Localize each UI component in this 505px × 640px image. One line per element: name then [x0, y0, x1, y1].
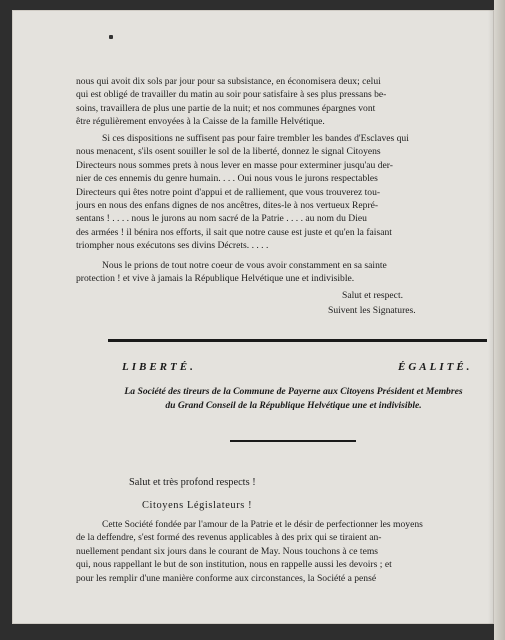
text-line: pour les remplir d'une manière conforme aux circonstances, la Société a pensé — [76, 572, 377, 584]
text-line: Cette Société fondée par l'amour de la Patrie et le désir de perfectionner les moyens — [102, 519, 423, 530]
heading-liberte: LIBERTÉ. — [122, 361, 196, 373]
text-line: triompher nous exécutons ses divins Décrets. . . . . — [76, 240, 269, 252]
text-line: soins, travaillera de plus une partie de la nuit; et nos communes épargnes vont — [76, 102, 376, 114]
ink-mark — [109, 35, 113, 39]
paragraph-1 — [76, 75, 488, 129]
short-divider — [230, 440, 356, 442]
paragraph-2 — [76, 132, 488, 253]
section-divider — [108, 339, 487, 342]
text-line: nous menacent, s'ils osent souiller le sol de la liberté, donnez le signal Citoyens — [76, 146, 381, 158]
closing-salut: Salut et respect. — [342, 290, 404, 301]
text-line: Directeurs nous sommes prets à nous lever en masse pour exterminer jusqu'au der- — [76, 159, 393, 171]
greeting: Salut et très profond respects ! — [129, 477, 256, 488]
text-line: Directeurs qui êtes notre point d'appui et de ralliement, que vous trouverez tou- — [76, 186, 381, 198]
heading-egalite: ÉGALITÉ. — [398, 361, 473, 373]
signatures-note: Suivent les Signatures. — [328, 305, 416, 316]
text-line: être régulièrement envoyées à la Caisse de la famille Helvétique. — [76, 116, 325, 128]
text-line: nuellement pendant six jours dans le courant de May. Nous touchons à ce tems — [76, 545, 379, 557]
text-line: qui est obligé de travailler du matin au soir pour satisfaire à ses plus pressans be- — [76, 89, 387, 101]
paragraph-4 — [76, 518, 488, 585]
text-line: Si ces dispositions ne suffisent pas pour faire trembler les bandes d'Esclaves qui — [102, 133, 409, 144]
text-line: nier de ces ennemis du genre humain. . . . Oui nous vous le jurons respectables — [76, 173, 378, 185]
address-line: du Grand Conseil de la République Helvétique une et indivisible. — [165, 400, 422, 411]
address-heading — [96, 385, 491, 413]
document-page — [12, 10, 494, 624]
text-line: sentans ! . . . . nous le jurons au nom sacré de la Patrie . . . . au nom du Dieu — [76, 213, 367, 225]
paragraph-3 — [76, 259, 488, 286]
text-line: de la deffendre, s'est formé des revenus applicables à des prix qui se tiraient an- — [76, 532, 382, 544]
text-line: nous qui avoit dix sols par jour pour sa subsistance, en économisera deux; celui — [76, 76, 381, 87]
text-line: jours en nous des enfans dignes de nos ancêtres, dites-le à nos vertueux Repré- — [76, 200, 379, 212]
salutation: Citoyens Législateurs ! — [142, 500, 253, 511]
address-line: La Société des tireurs de la Commune de Payerne aux Citoyens Président et Membres — [124, 386, 463, 397]
text-line: des armées ! il bénira nos efforts, il sait que notre cause est juste et qu'en la faisant — [76, 226, 392, 238]
text-line: qui, nous rappellant le but de son institution, nous en rappelle aussi les devoirs ; et — [76, 559, 392, 571]
text-line: protection ! et vive à jamais la République Helvétique une et indivisible. — [76, 273, 355, 285]
binding-edge — [494, 0, 505, 640]
text-line: Nous le prions de tout notre coeur de vous avoir constamment en sa sainte — [102, 260, 387, 271]
